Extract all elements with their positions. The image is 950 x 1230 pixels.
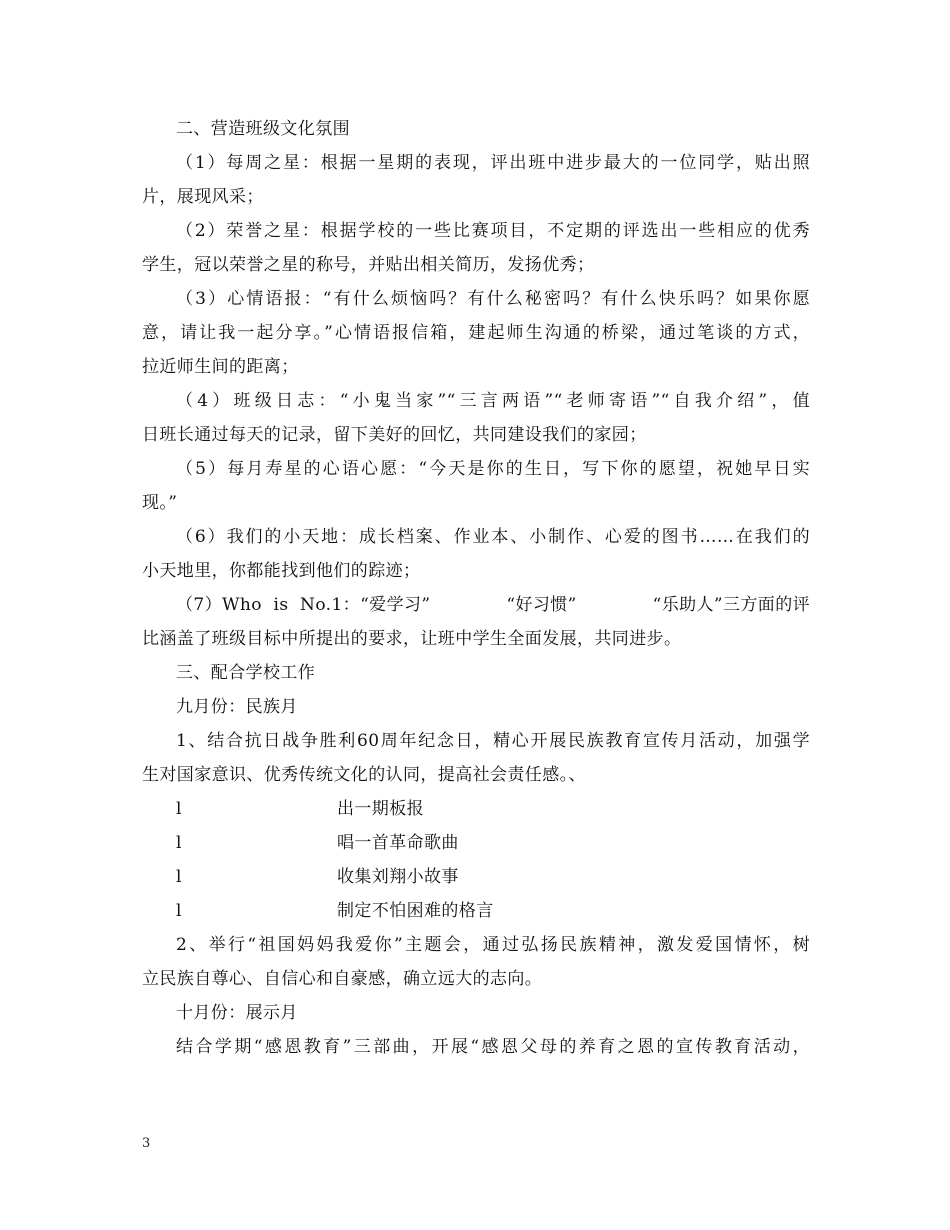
bullet-mark: l xyxy=(176,901,182,921)
who-is-no1-part: “好习惯” xyxy=(506,595,577,615)
who-is-no1-line xyxy=(142,588,810,622)
paragraph-line: （1）每周之星：根据一星期的表现，评出班中进步最大的一位同学，贴出照 xyxy=(176,153,810,173)
paragraph-line: 1、结合抗日战争胜利60周年纪念日，精心开展民族教育宣传月活动，加强学 xyxy=(176,731,810,751)
bullet-item xyxy=(142,792,810,826)
paragraph-line: 日班长通过每天的记录，留下美好的回忆，共同建设我们的家园； xyxy=(142,425,647,445)
bullet-mark: l xyxy=(176,799,182,819)
bullet-item xyxy=(142,826,810,860)
month-heading: 九月份：民族月 xyxy=(176,697,298,717)
bullet-text: 出一期板报 xyxy=(337,799,424,819)
bullet-text: 唱一首革命歌曲 xyxy=(337,833,459,853)
paragraph-line: 拉近师生间的距离； xyxy=(142,357,299,377)
paragraph-line: 意，请让我一起分享。”心情语报信箱，建起师生沟通的桥梁，通过笔谈的方式， xyxy=(142,323,810,343)
paragraph-line: （6）我们的小天地：成长档案、作业本、小制作、心爱的图书……在我们的 xyxy=(176,527,810,547)
bullet-mark: l xyxy=(176,867,182,887)
month-heading: 十月份：展示月 xyxy=(176,1003,298,1023)
paragraph-line: （3）心情语报：“有什么烦恼吗？有什么秘密吗？有什么快乐吗？如果你愿 xyxy=(176,289,810,309)
paragraph-line: 现。” xyxy=(142,493,178,513)
section-heading-2: 二、营造班级文化氛围 xyxy=(176,119,350,139)
paragraph-line: 2、举行“祖国妈妈我爱你”主题会，通过弘扬民族精神，激发爱国情怀，树 xyxy=(176,935,810,955)
paragraph-line: 小天地里，你都能找到他们的踪迹； xyxy=(142,561,421,581)
paragraph-line: 生对国家意识、优秀传统文化的认同，提高社会责任感。、 xyxy=(142,765,586,785)
bullet-item xyxy=(142,894,810,928)
who-is-no1-part: “乐助人”三方面的评 xyxy=(652,595,810,615)
document-body xyxy=(142,112,810,1064)
paragraph-line: 比涵盖了班级目标中所提出的要求，让班中学生全面发展，共同进步。 xyxy=(142,629,682,649)
paragraph-line: 片，展现风采； xyxy=(142,187,264,207)
paragraph-line: （4）班级日志：“小鬼当家”“三言两语”“老师寄语”“自我介绍”，值 xyxy=(176,391,810,411)
who-is-no1-part: （7）Who is No.1：“爱学习” xyxy=(176,595,431,615)
paragraph-line: 学生，冠以荣誉之星的称号，并贴出相关简历，发扬优秀； xyxy=(142,255,595,275)
bullet-item xyxy=(142,860,810,894)
paragraph-line: （2）荣誉之星：根据学校的一些比赛项目，不定期的评选出一些相应的优秀 xyxy=(176,221,810,241)
paragraph-line: 立民族自尊心、自信心和自豪感，确立远大的志向。 xyxy=(142,969,543,989)
bullet-text: 制定不怕困难的格言 xyxy=(337,901,494,921)
page-number: 3 xyxy=(142,1136,151,1151)
bullet-mark: l xyxy=(176,833,182,853)
section-heading-3: 三、配合学校工作 xyxy=(176,663,316,683)
paragraph-line: 结合学期“感恩教育”三部曲，开展“感恩父母的养育之恩的宣传教育活动， xyxy=(176,1037,810,1057)
bullet-text: 收集刘翔小故事 xyxy=(337,867,459,887)
paragraph-line: （5）每月寿星的心语心愿：“今天是你的生日，写下你的愿望，祝她早日实 xyxy=(176,459,810,479)
